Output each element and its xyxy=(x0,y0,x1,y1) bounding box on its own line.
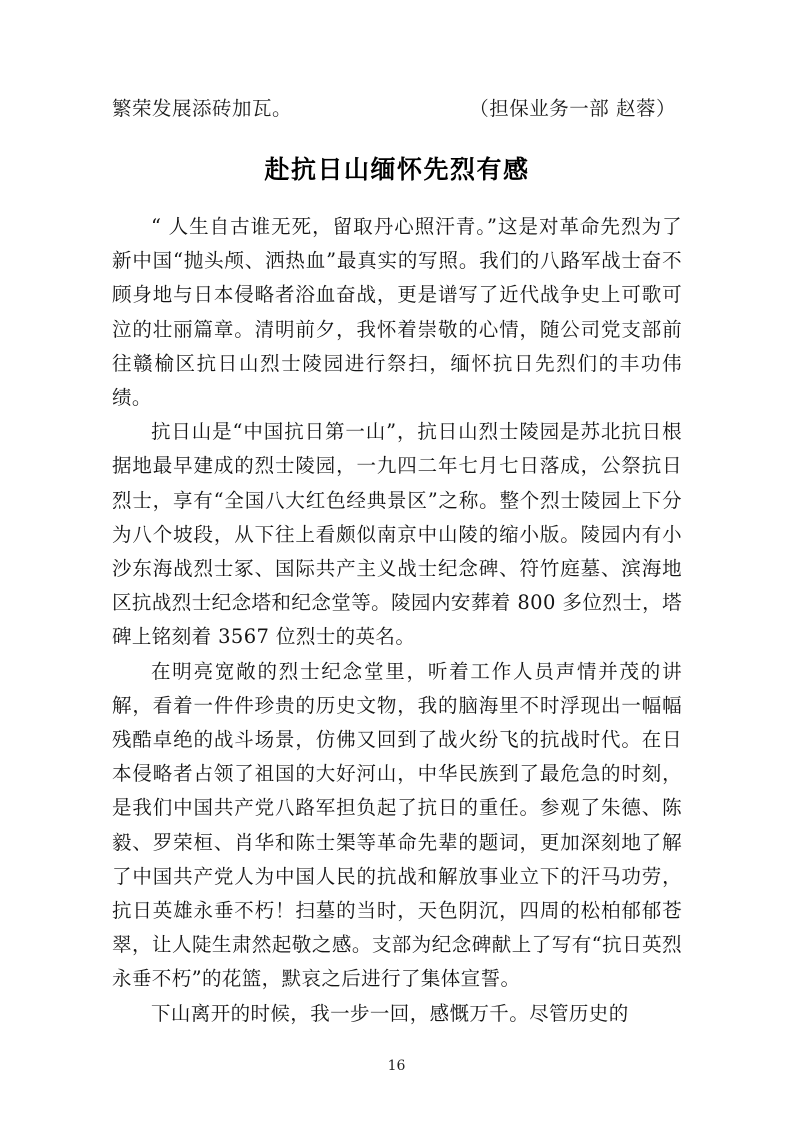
article-attribution: （担保业务一部 赵蓉） xyxy=(469,97,676,120)
article-paragraph-4: 下山离开的时候，我一步一回，感慨万千。尽管历史的 xyxy=(151,1001,629,1025)
article-title: 赴抗日山缅怀先烈有感 xyxy=(264,155,530,184)
article-paragraph-1: “ 人生自古谁无死，留取丹心照汗青。”这是对革命先烈为了新中国“抛头颅、洒热血”最真实的写照。我们的八路军战士奋不顾身地与日本侵略者浴血奋战，更是谱写了近代战争史上可歌可泣的壮丽篇章。清明前夕，我怀着崇敬的心情，随公司党支部前往赣榆区抗日山烈士陵园进行祭扫，缅怀抗日先烈们的丰功伟绩。 xyxy=(112,215,682,410)
continued-text: 繁荣发展添砖加瓦。 xyxy=(112,97,293,120)
article-paragraph-2: 抗日山是“中国抗日第一山”，抗日山烈士陵园是苏北抗日根据地最早建成的烈士陵园，一九四二年七月七日落成，公祭抗日烈士，享有“全国八大红色经典景区”之称。整个烈士陵园上下分为八个坡段，从下往上看颇似南京中山陵的缩小版。陵园内有小沙东海战烈士冢、国际共产主义战士纪念碑、符竹庭墓、滨海地区抗战烈士纪念塔和纪念堂等。陵园内安葬着 800 多位烈士，塔碑上铭刻着 3567 位烈士的英名。 xyxy=(112,420,682,649)
article-paragraph-3: 在明亮宽敞的烈士纪念堂里，听着工作人员声情并茂的讲解，看着一件件珍贵的历史文物，我的脑海里不时浮现出一幅幅残酷卓绝的战斗场景，仿佛又回到了战火纷飞的抗战时代。在日本侵略者占领了祖国的大好河山，中华民族到了最危急的时刻，是我们中国共产党八路军担负起了抗日的重任。参观了朱德、陈毅、罗荣桓、肖华和陈士榘等革命先辈的题词，更加深刻地了解了中国共产党人为中国人民的抗战和解放事业立下的汗马功劳，抗日英雄永垂不朽！扫墓的当时，天色阴沉，四周的松柏郁郁苍翠，让人陡生肃然起敬之感。支部为纪念碑献上了写有“抗日英烈永垂不朽”的花篮，默哀之后进行了集体宣誓。 xyxy=(112,659,682,991)
page-content xyxy=(112,92,682,1031)
continued-paragraph-line xyxy=(112,92,682,126)
page-number: 16 xyxy=(387,1058,406,1074)
